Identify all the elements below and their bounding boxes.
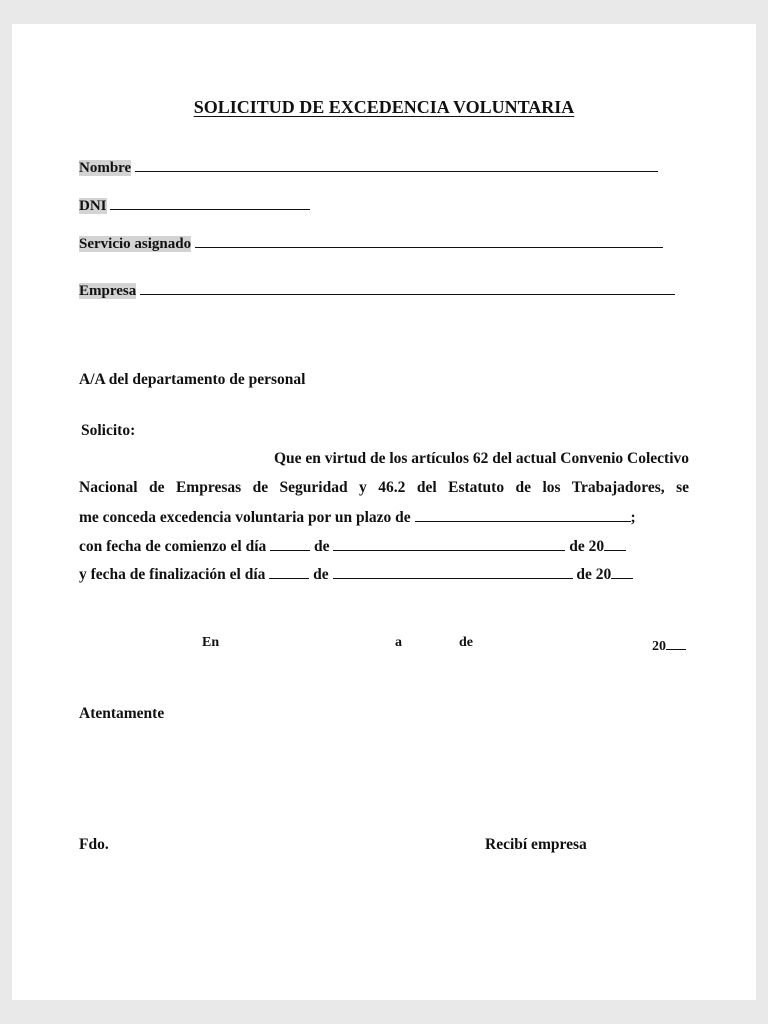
field-dni [79,195,310,215]
paragraph-line-3-text: me conceda excedencia voluntaria por un plazo de [79,509,411,526]
field-servicio-label: Servicio asignado [79,236,192,252]
field-nombre-label: Nombre [79,160,132,176]
signature-fdo: Fdo. [79,836,109,853]
end-month-label: de [313,566,329,583]
paragraph-line-1: Que en virtud de los artículos 62 del actual Convenio Colectivo [273,450,689,467]
paragraph-line-3 [79,507,689,527]
end-year-label: de 20 [576,566,612,583]
field-empresa [79,280,675,300]
document-title: SOLICITUD DE EXCEDENCIA VOLUNTARIA [193,97,575,117]
field-dni-label: DNI [79,198,107,214]
field-empresa-label: Empresa [79,283,137,299]
field-dni-line[interactable] [110,195,310,210]
date-a-label: a [395,635,402,650]
start-month-line[interactable] [333,536,565,551]
signature-empresa: Recibí empresa [485,836,587,853]
start-month-label: de [314,538,330,555]
field-empresa-line[interactable] [140,280,675,295]
date-year-label: 20 [652,639,666,654]
paragraph-line-2: Nacional de Empresas de Seguridad y 46.2 del Estatuto de los Trabajadores, se [79,479,689,496]
date-year [652,635,686,655]
recipient-line: A/A del departamento de personal [79,371,306,388]
closing-text: Atentamente [79,705,165,722]
field-servicio [79,233,663,253]
place-label: En [202,635,220,650]
paragraph-line-4 [79,536,689,556]
end-day-line[interactable] [269,564,309,579]
paragraph-line-3-end: ; [630,509,636,526]
plazo-line[interactable] [415,507,631,522]
field-nombre [79,157,658,177]
field-nombre-line[interactable] [135,157,658,172]
end-month-line[interactable] [333,564,573,579]
date-year-line[interactable] [666,635,686,650]
date-de-label: de [459,635,473,650]
start-year-line[interactable] [604,536,626,551]
end-day-label: y fecha de finalización el día [79,566,266,583]
start-year-label: de 20 [569,538,605,555]
field-servicio-line[interactable] [195,233,663,248]
request-heading: Solicito: [81,422,136,439]
paragraph-line-5 [79,564,689,584]
start-day-line[interactable] [270,536,310,551]
start-day-label: con fecha de comienzo el día [79,538,267,555]
end-year-line[interactable] [611,564,633,579]
